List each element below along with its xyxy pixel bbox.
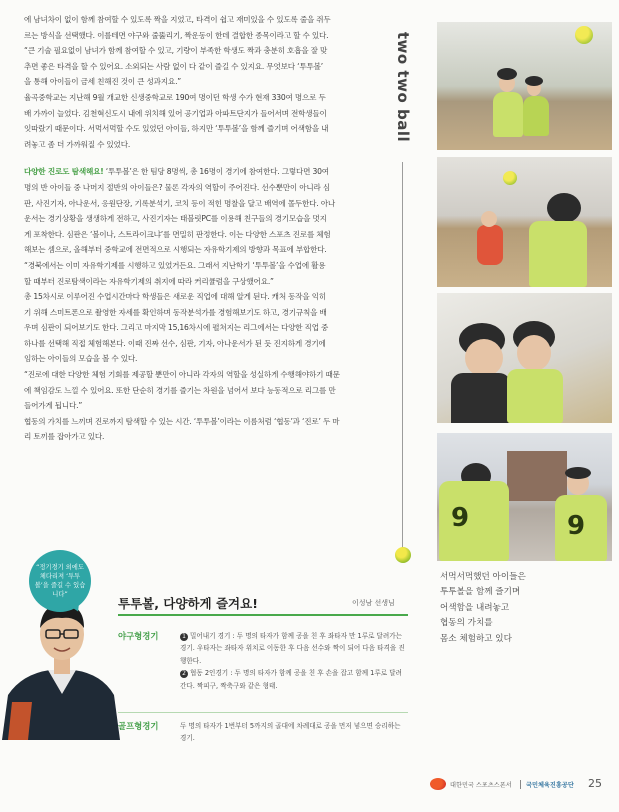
row-item: 1 밀어내기 경기 : 두 명의 타자가 함께 공을 친 후 좌타자 만 1루로 달려가는 경기. 우타자는 좌타자 위치로 이동한 후 다음 선수와 짝이 되어 다음 타격을 진행한다. bbox=[180, 632, 405, 665]
text-line: 에 책임감도 느낄 수 있어요. 또한 단순히 경기를 즐기는 차원을 넘어서 보다 능동적으로 리그를 만 bbox=[24, 385, 336, 395]
photo-caption: 서먹서먹했던 아이들은 투투볼을 함께 즐기며 어색함을 내려놓고 협동의 가치를 몸소 체험하고 있다 bbox=[440, 572, 526, 644]
vertical-section-title: two two ball bbox=[394, 31, 413, 143]
text-line: 배 가까이 늘었다. 김천혁신도시 내에 위치해 있어 공기업과 아파트단지가 들어서며 전학생들이 bbox=[24, 108, 327, 118]
text-line: 에 남녀차이 없이 함께 참여할 수 있도록 짝을 지었고, 타격이 쉽고 재미있을 수 있도록 줄을 쥐두 bbox=[24, 15, 331, 24]
section-lead: 다양한 진로도 탐색해요! bbox=[24, 167, 104, 177]
paragraph-block-bottom bbox=[24, 164, 400, 445]
quote-bubble: “정기경기 외에도 체다리져 ‘투투볼’을 즐길 수 있습니다” bbox=[29, 550, 91, 612]
text-line: 우며 심판이 되어보기도 한다. 그리고 마지막 15,16차시에 펼쳐지는 리그에서는 다양한 직업 중 bbox=[24, 323, 329, 333]
text-line: 하나를 선택해 직접 체험해본다. 이때 진짜 선수, 심판, 기자, 아나운서가 된 듯 진지하게 경기에 bbox=[24, 338, 326, 348]
text-line: 르는 방식을 선택했다. 이를테면 야구와 줄뚫리기, 짝운동이 한데 결합한 종목이라고 할 수 있다. bbox=[24, 30, 329, 40]
text-line-lead: 다양한 진로도 탐색해요! ‘투투볼’은 한 팀당 8명씩, 총 16명이 경기에 참여한다. 그렇다면 30여 bbox=[24, 167, 329, 177]
text-line: 리 토끼를 잡아가고 있다. bbox=[24, 432, 105, 442]
text-line: 율곡중학교는 지난해 9월 개교한 신생중학교로 190여 명이던 학생 수가 현재 330여 명으로 두 bbox=[24, 92, 326, 102]
vest-number: 9 bbox=[567, 511, 586, 541]
row-body bbox=[180, 720, 408, 745]
article-body bbox=[24, 12, 400, 445]
vest-number: 9 bbox=[451, 503, 470, 533]
page-footer bbox=[430, 778, 610, 792]
text-line: 을 통해 아이들이 금세 친해진 것이 큰 성과지요.” bbox=[24, 77, 182, 87]
vertical-divider bbox=[402, 162, 403, 552]
text-line: 총 15차시로 이루어진 수업시간마다 학생들은 새로운 직업에 대해 알게 된다. 캐처 동작을 익히 bbox=[24, 292, 327, 302]
text-line: 명의 반 아이들 중 나머지 절반의 아이들은? 물론 각자의 역할이 주어진다. 선수뿐만이 아니라 심 bbox=[24, 182, 330, 192]
box-title-rule bbox=[118, 614, 408, 616]
footer-divider bbox=[520, 780, 521, 789]
text-line: “경북에서는 이미 자유학기제를 시행하고 있었거든요. 그래서 지난학기 ‘투투볼’을 수업에 활용 bbox=[24, 260, 326, 270]
photo-students-vests-9 bbox=[437, 433, 612, 561]
teacher-portrait bbox=[2, 590, 122, 740]
text-line: 들어가게 됩니다.” bbox=[24, 401, 83, 411]
ball-icon bbox=[395, 547, 411, 563]
text-line: 판, 사진기자, 아나운서, 응원단장, 기록분석기, 코치 등이 적힌 명찰을 달고 배역에 몰두한다. 아나 bbox=[24, 198, 335, 208]
paragraph-block-top bbox=[24, 12, 400, 152]
box-author: 이성남 선생님 bbox=[352, 599, 395, 607]
text-line: “큰 기술 필요없이 남녀가 함께 참여할 수 있고, 기량이 부족한 학생도 짝과 충분히 호흡을 잘 맞 bbox=[24, 46, 328, 56]
box-title: 투투볼, 다양하게 즐겨요! bbox=[118, 596, 258, 611]
row-item: 두 명의 타자가 1번부터 5까지의 골대에 차례대로 공을 먼저 넣으면 승리하는 경기. bbox=[180, 722, 401, 743]
text-line: “진로에 대한 다양한 체험 기회를 제공할 뿐만이 아니라 각자의 역할을 성실하게 수행해야하기 때문 bbox=[24, 370, 340, 380]
photo-students-playing-2 bbox=[437, 157, 612, 287]
row-label: 골프형경기 bbox=[118, 721, 159, 731]
row-body bbox=[180, 630, 408, 692]
text-line: 협동의 가치를 느끼며 진로까지 탐색할 수 있는 시간. ‘투투볼’이라는 이름처럼 ‘협동’과 ‘진로’ 두 마 bbox=[24, 416, 340, 426]
text-line: 임하는 아이들의 모습을 볼 수 있다. bbox=[24, 354, 138, 364]
text-line: 잇따랐기 때문이다. 서먹서먹할 수도 있었던 아이들, 하지만 ‘투투볼’을 함께 즐기며 어색함을 내 bbox=[24, 124, 329, 134]
text-line: 해보는 셈으로, 올해부터 중학교에 전면적으로 시행되는 자유학기제의 방향과 목표에 부합한다. bbox=[24, 245, 327, 255]
text-line: 추면 좋은 타격을 할 수 있어요. 소외되는 사람 없이 다 같이 즐길 수 있지요. 무엇보다 ‘투투볼’ bbox=[24, 61, 323, 71]
footer-org-2: 국민체육진흥공단 bbox=[526, 782, 574, 789]
sports-sponsor-logo-icon bbox=[430, 778, 446, 790]
photo-students-playing-1 bbox=[437, 22, 612, 150]
page-number: 25 bbox=[588, 777, 602, 790]
row-item: 2 협동 2인경기 : 두 명의 타자가 함께 공을 친 후 손을 잡고 함께 1루로 달려간다. 짝피구, 짝축구와 같은 형태. bbox=[180, 669, 402, 690]
text-line: 려놓고 좀 더 가까워질 수 있었다. bbox=[24, 139, 131, 149]
text-line: 게 포착한다. 심판은 ‘볼이나, 스트라이크냐’를 면밀히 판정한다. 이는 다양한 스포츠 진로를 체험 bbox=[24, 229, 331, 239]
text-line: 기 위해 스미트폰으로 촬영한 자세를 확인하며 동작분석가를 경험해보기도 하고, 경기규칙을 배 bbox=[24, 307, 327, 317]
row-label: 야구형경기 bbox=[118, 631, 159, 641]
number-badge: 1 bbox=[180, 633, 188, 641]
footer-org-1: 대한민국 스포츠스폰서 bbox=[450, 782, 512, 789]
photo-students-closeup bbox=[437, 293, 612, 423]
text-line: 운서는 경기상황을 생생하게 전하고, 사진기자는 태블릿PC를 이용해 친구들의 경기모습을 멋지 bbox=[24, 214, 327, 224]
text-line: 할 때부터 진로탐색이라는 자유학기제의 취지에 따라 커리큘럼을 구상했어요.” bbox=[24, 276, 274, 286]
row-divider bbox=[118, 712, 408, 713]
number-badge: 2 bbox=[180, 670, 188, 678]
